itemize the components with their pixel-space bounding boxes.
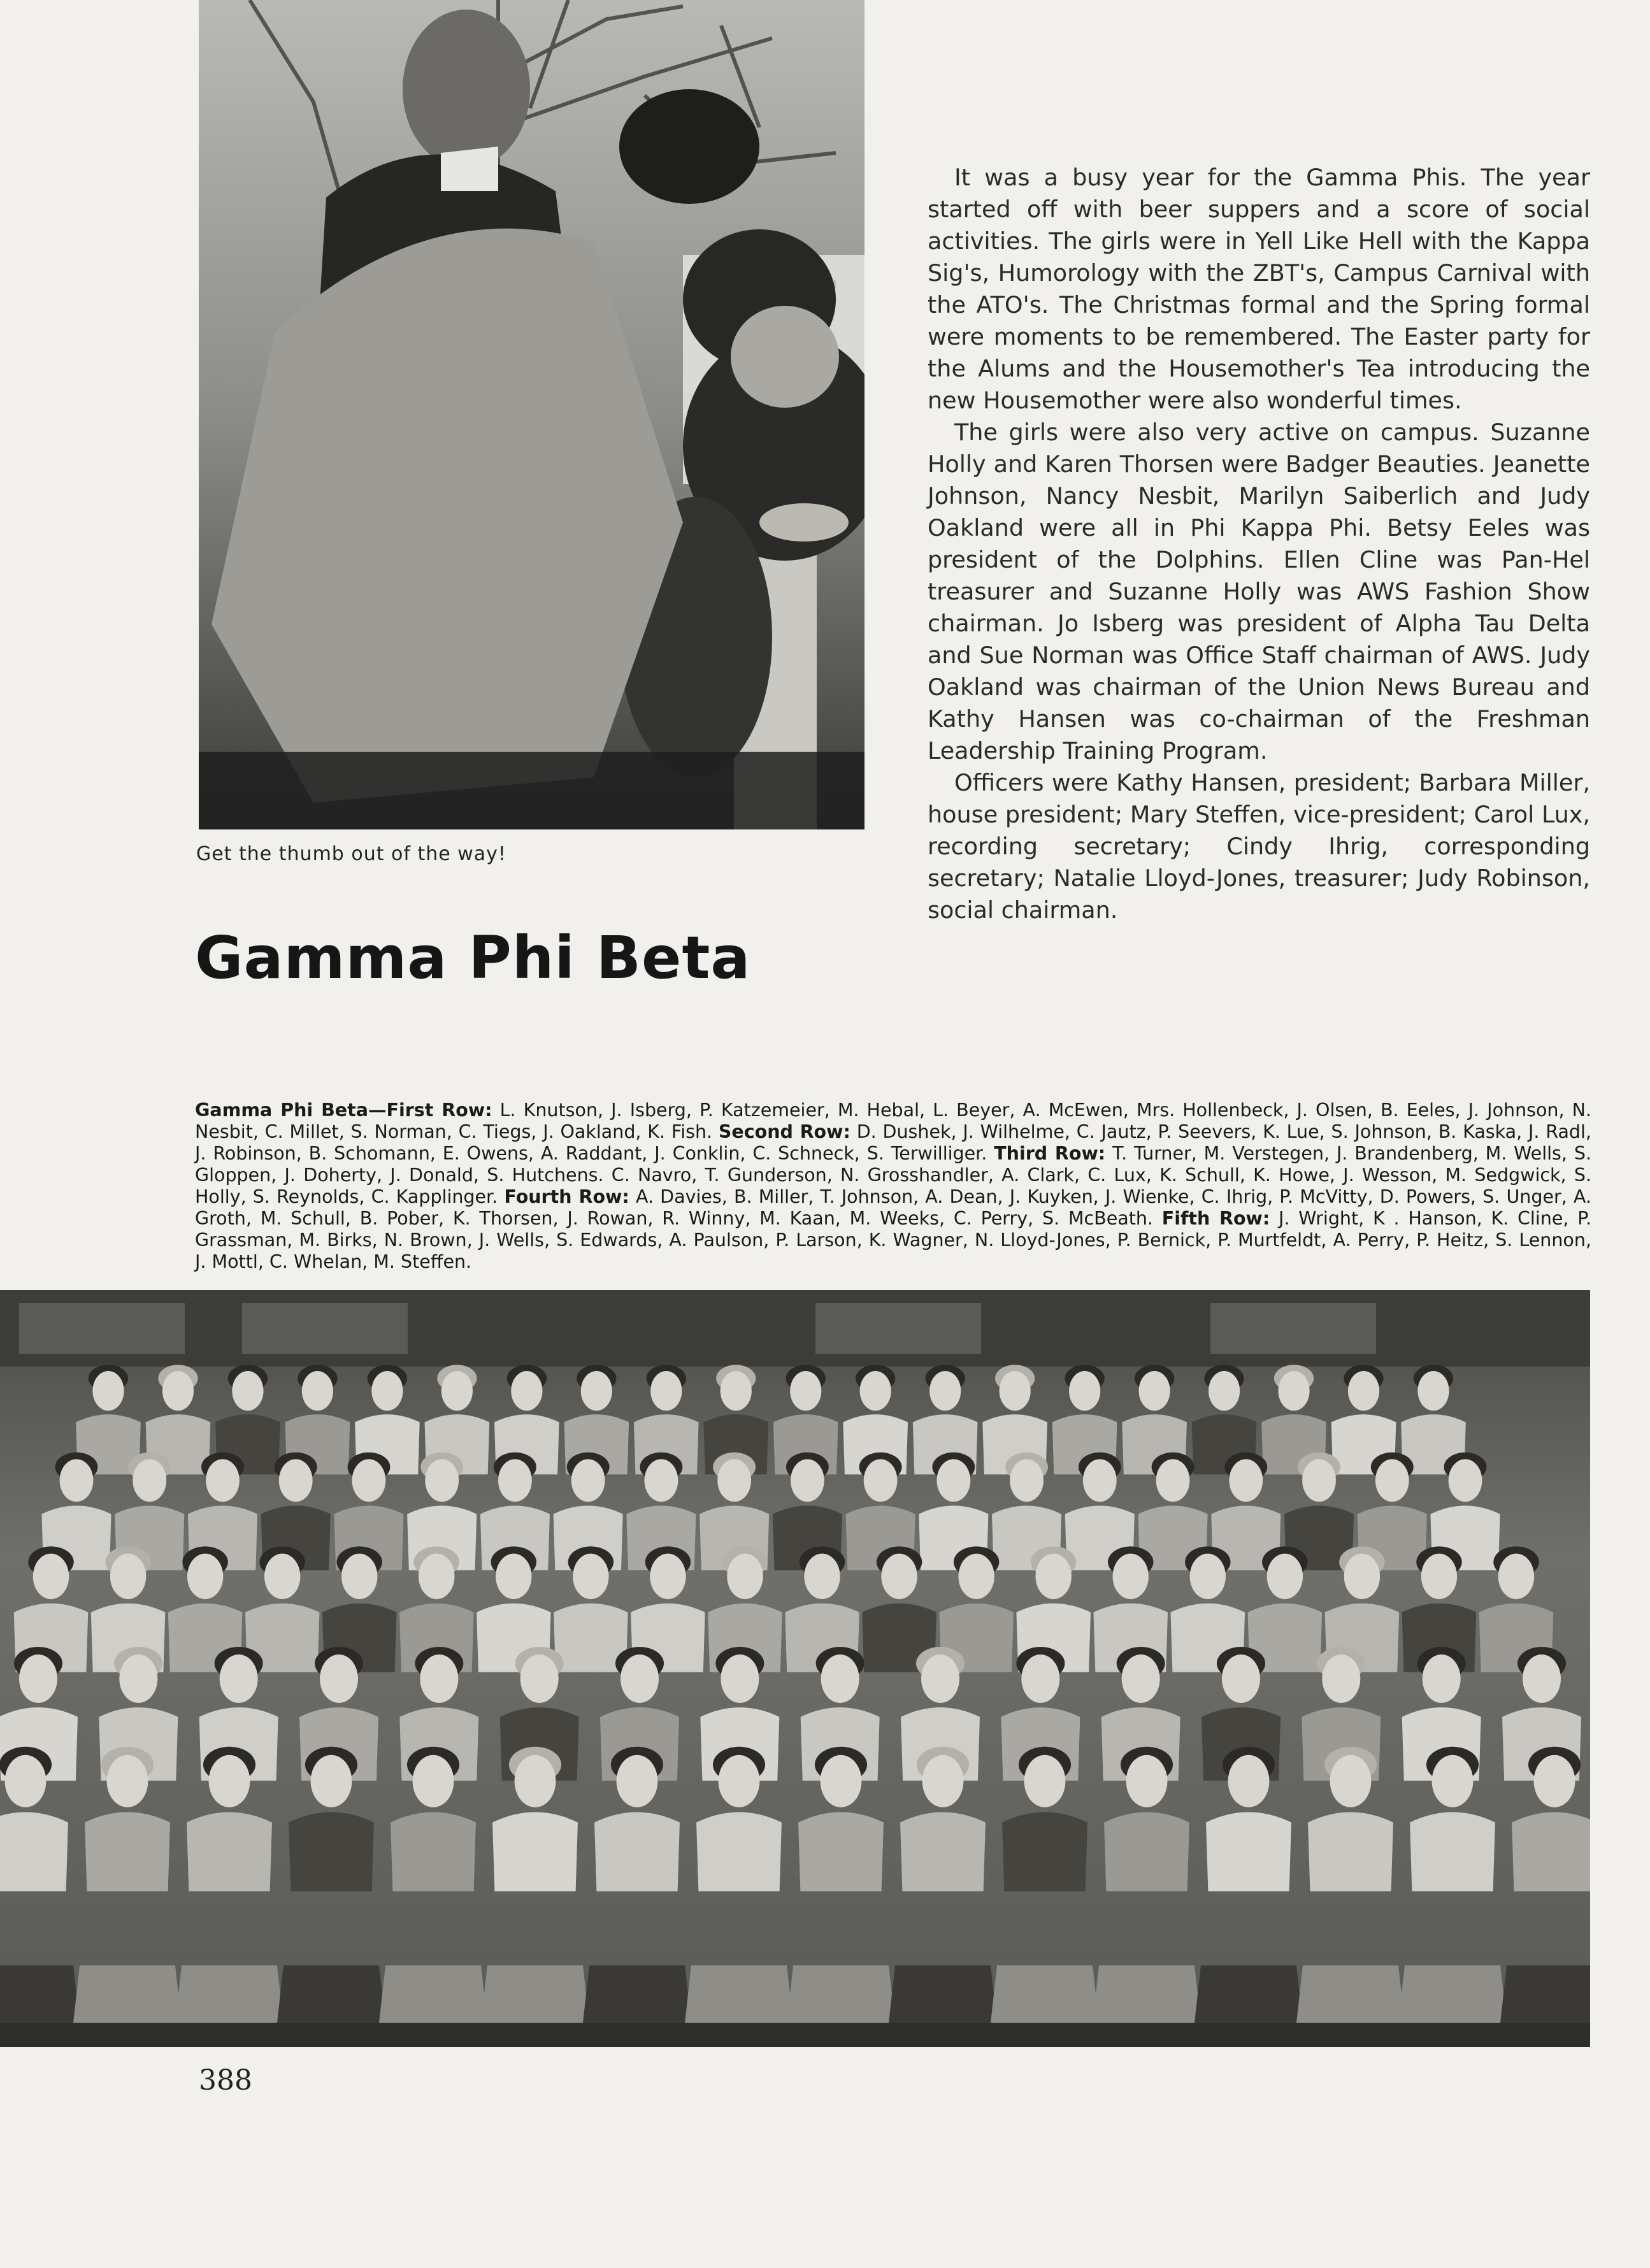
article-paragraph: The girls were also very active on campus. Suzanne Holly and Karen Thorsen were Badger Beauties. Jeanette Johnson, Nancy Nesbit, Marilyn Saiberlich and Judy Oakland were all in Phi Kappa Phi. Betsy Eeles was president of the Dolphins. Ellen Cline was Pan-Hel treasurer and Suzanne Holly was AWS Fashion Show chairman. Jo Isberg was president of Alpha Tau Delta and Sue Norman was Office Staff chairman of AWS. Judy Oakland was chairman of the Union News Bureau and Kathy Hansen was co-chairman of the Freshman Leadership Training Program. bbox=[928, 419, 1590, 764]
roster-fifth-label: Fifth Row: bbox=[1161, 1208, 1270, 1229]
group-member-skirt bbox=[583, 1965, 691, 2023]
group-member-skirt bbox=[379, 1965, 487, 2023]
roster-org-label: Gamma Phi Beta—First Row: bbox=[195, 1100, 492, 1121]
roster-second-row: D. Dushek, J. Wilhelme, C. Jautz, P. Seevers, K. Lue, S. Johnson, B. Kaska, J. Radl, J. Robinson, B. Schomann, E. Owens, A. Raddant, J. Conklin, C. Schneck, S. Terwilliger. bbox=[195, 1121, 1591, 1164]
group-member-skirt bbox=[1398, 1965, 1507, 2023]
group-photo-image bbox=[0, 1290, 1590, 2047]
photo-caption: Get the thumb out of the way! bbox=[196, 843, 506, 865]
group-member-skirt bbox=[889, 1965, 997, 2023]
group-member-skirt bbox=[73, 1965, 182, 2023]
group-member-skirt bbox=[1296, 1965, 1405, 2023]
group-member-skirt bbox=[277, 1965, 385, 2023]
group-member-skirt bbox=[1500, 1965, 1590, 2023]
roster-first-row: L. Knutson, J. Isberg, P. Katzemeier, M. Hebal, L. Beyer, A. McEwen, Mrs. Hollenbeck, J. Olsen, B. Eeles, J. Johnson, N. Nesbit, C. Millet, S. Norman, C. Tiegs, J. Oakland, K. Fish. bbox=[195, 1100, 1591, 1142]
group-member-skirt bbox=[0, 1965, 80, 2023]
group-photo bbox=[0, 1290, 1590, 2047]
group-member-skirt bbox=[991, 1965, 1099, 2023]
article-paragraph: It was a busy year for the Gamma Phis. The year started off with beer suppers and a score of social activities. The girls were in Yell Like Hell with the Kappa Sig's, Humorology with the ZBT's, Campus Carnival with the ATO's. The Christmas formal and the Spring formal were moments to be remembered. The Easter party for the Alums and the Housemother's Tea introducing the new Housemother were also wonderful times. bbox=[928, 164, 1590, 414]
group-member-skirt bbox=[1194, 1965, 1303, 2023]
group-member-skirt bbox=[1093, 1965, 1201, 2023]
page-number: 388 bbox=[199, 2064, 252, 2097]
roster-third-row: T. Turner, M. Verstegen, J. Brandenberg, M. Wells, S. Gloppen, J. Doherty, J. Donald, S. Hutchens. C. Navro, T. Gunderson, N. Grosshandler, A. Clark, C. Lux, K. Schull, K. Howe, J. Wesson, M. Sedgwick, S. Holly, S. Reynolds, C. Kapplinger. bbox=[195, 1143, 1591, 1207]
roster-fourth-label: Fourth Row: bbox=[504, 1186, 629, 1207]
roster-third-label: Third Row: bbox=[994, 1143, 1106, 1164]
roster-fourth-row: A. Davies, B. Miller, T. Johnson, A. Dean, J. Kuyken, J. Wienke, C. Ihrig, P. McVitty, D. Powers, S. Unger, A. Groth, M. Schull, B. Pober, K. Thorsen, J. Rowan, R. Winny, M. Kaan, M. Weeks, C. Perry, S. McBeath. bbox=[195, 1186, 1591, 1229]
roster-second-label: Second Row: bbox=[718, 1121, 850, 1142]
group-member-skirt bbox=[481, 1965, 589, 2023]
member-roster bbox=[195, 1100, 1591, 1273]
article-body bbox=[928, 162, 1590, 926]
candid-photo bbox=[199, 0, 864, 829]
group-member-skirt bbox=[685, 1965, 793, 2023]
group-member-skirt bbox=[787, 1965, 895, 2023]
group-member-skirt bbox=[175, 1965, 283, 2023]
page-title: Gamma Phi Beta bbox=[195, 924, 751, 992]
roster-fifth-row: J. Wright, K . Hanson, K. Cline, P. Grassman, M. Birks, N. Brown, J. Wells, S. Edwards, A. Paulson, P. Larson, K. Wagner, N. Lloyd-Jones, P. Bernick, P. Murtfeldt, A. Perry, P. Heitz, S. Lennon, J. Mottl, C. Whelan, M. Steffen. bbox=[195, 1208, 1592, 1272]
article-paragraph: Officers were Kathy Hansen, president; Barbara Miller, house president; Mary Steffen, vice-president; Carol Lux, recording secretary; Cindy Ihrig, corresponding secretary; Natalie Lloyd-Jones, treasurer; Judy Robinson, social chairman. bbox=[928, 769, 1590, 924]
candid-photo-image bbox=[199, 0, 864, 829]
